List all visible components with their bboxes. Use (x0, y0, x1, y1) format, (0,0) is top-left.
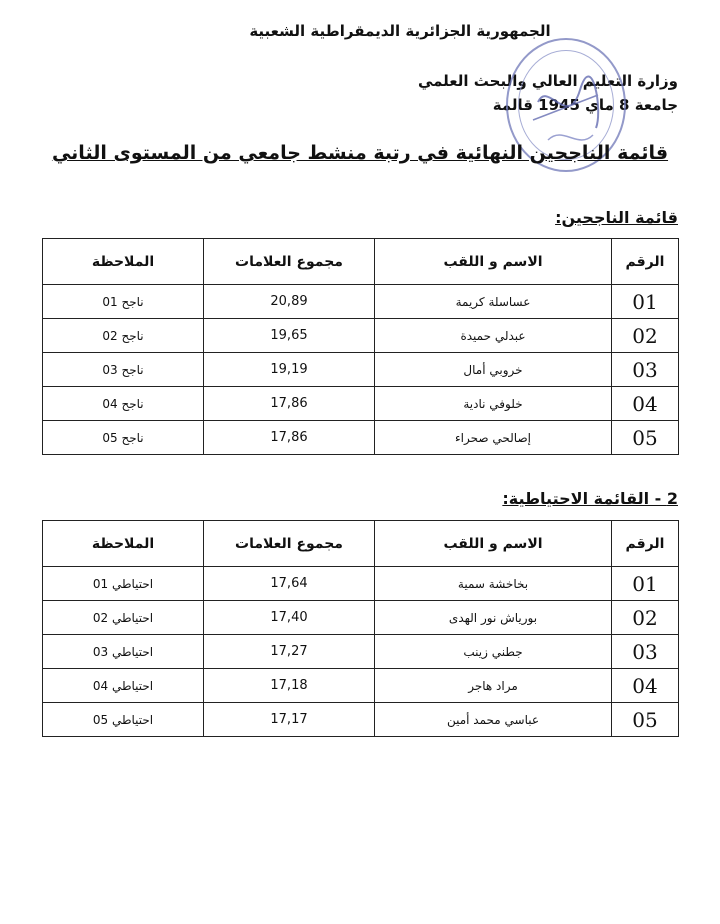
column-header-name: الاسم و اللقب (375, 521, 612, 567)
winners-heading: قائمة الناجحين: (555, 208, 678, 227)
row-name: خروبي أمال (375, 353, 612, 387)
row-score: 17,27 (204, 635, 375, 669)
table-row (43, 635, 679, 669)
row-note: احتياطي 02 (43, 601, 204, 635)
column-header-score: مجموع العلامات (204, 521, 375, 567)
column-header-name: الاسم و اللقب (375, 239, 612, 285)
column-header-score: مجموع العلامات (204, 239, 375, 285)
row-note: احتياطي 04 (43, 669, 204, 703)
row-name: جطني زينب (375, 635, 612, 669)
republic-header: الجمهورية الجزائرية الديمقراطية الشعبية (249, 22, 551, 40)
row-note: ناجح 01 (43, 285, 204, 319)
row-number: 04 (612, 387, 679, 421)
row-name: عباسي محمد أمين (375, 703, 612, 737)
row-note: ناجح 04 (43, 387, 204, 421)
university-header: جامعة 8 ماي 1945 قالمة (492, 96, 678, 114)
table-row (43, 421, 679, 455)
row-score: 17,17 (204, 703, 375, 737)
row-number: 02 (612, 319, 679, 353)
row-number: 02 (612, 601, 679, 635)
row-note: ناجح 05 (43, 421, 204, 455)
row-number: 01 (612, 285, 679, 319)
row-score: 17,64 (204, 567, 375, 601)
table-row (43, 285, 679, 319)
row-name: مراد هاجر (375, 669, 612, 703)
table-header-row (43, 239, 679, 285)
row-number: 05 (612, 703, 679, 737)
table-row (43, 669, 679, 703)
table-header-row (43, 521, 679, 567)
row-score: 17,40 (204, 601, 375, 635)
table-row (43, 353, 679, 387)
row-name: عبدلي حميدة (375, 319, 612, 353)
table-row (43, 387, 679, 421)
column-header-number: الرقم (612, 521, 679, 567)
row-number: 03 (612, 353, 679, 387)
table-row (43, 703, 679, 737)
table-row (43, 319, 679, 353)
row-note: احتياطي 03 (43, 635, 204, 669)
row-score: 19,19 (204, 353, 375, 387)
row-score: 17,86 (204, 387, 375, 421)
row-score: 19,65 (204, 319, 375, 353)
winners-table (42, 238, 679, 455)
table-row (43, 567, 679, 601)
row-note: ناجح 03 (43, 353, 204, 387)
row-name: بخاخشة سمية (375, 567, 612, 601)
row-note: ناجح 02 (43, 319, 204, 353)
row-number: 03 (612, 635, 679, 669)
row-score: 20,89 (204, 285, 375, 319)
table-row (43, 601, 679, 635)
row-name: خلوفي نادية (375, 387, 612, 421)
column-header-number: الرقم (612, 239, 679, 285)
column-header-note: الملاحظة (43, 239, 204, 285)
row-number: 01 (612, 567, 679, 601)
reserve-heading: 2 - القائمة الاحتياطية: (502, 489, 678, 508)
row-note: احتياطي 01 (43, 567, 204, 601)
row-score: 17,18 (204, 669, 375, 703)
row-name: بورياش نور الهدى (375, 601, 612, 635)
row-name: إصالحي صحراء (375, 421, 612, 455)
row-number: 05 (612, 421, 679, 455)
reserve-table (42, 520, 679, 737)
row-number: 04 (612, 669, 679, 703)
column-header-note: الملاحظة (43, 521, 204, 567)
row-score: 17,86 (204, 421, 375, 455)
ministry-header: وزارة التعليم العالي والبحث العلمي (417, 72, 678, 90)
row-note: احتياطي 05 (43, 703, 204, 737)
row-name: عساسلة كريمة (375, 285, 612, 319)
document-title: قائمة الناجحين النهائية في رتبة منشط جامعي من المستوى الثاني (51, 142, 669, 164)
